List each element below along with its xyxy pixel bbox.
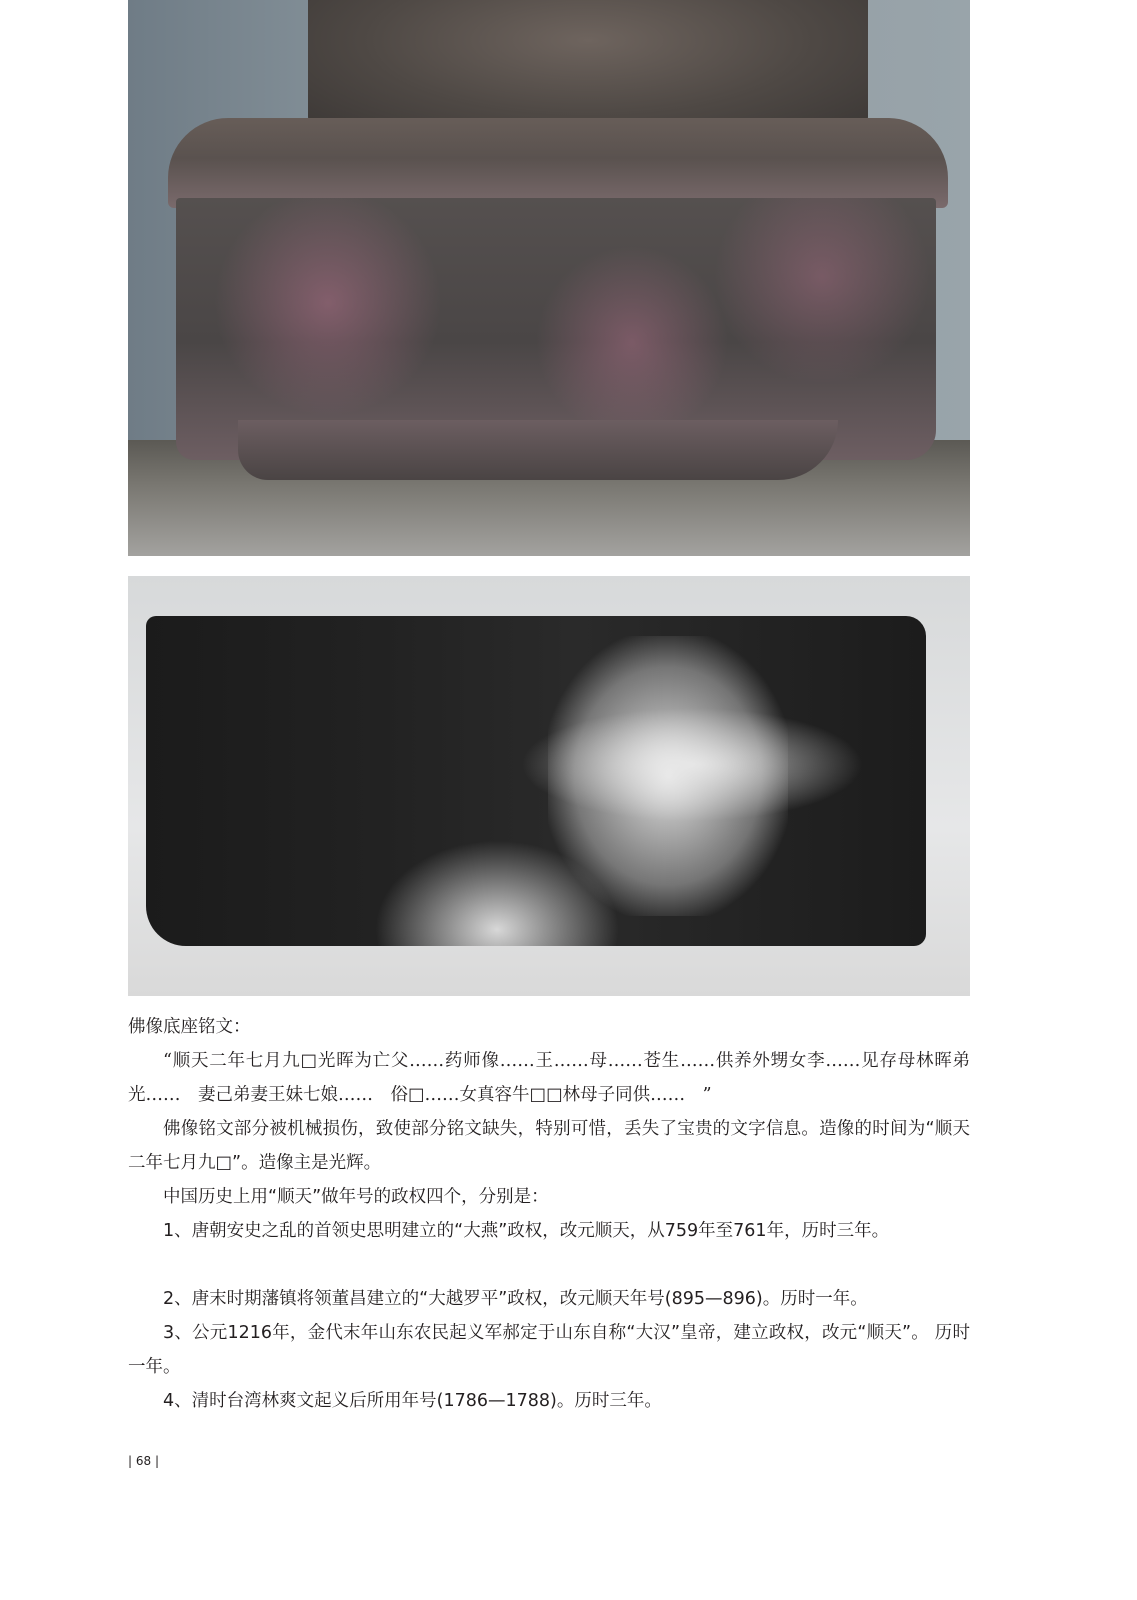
- paragraph-damage-note: 佛像铭文部分被机械损伤，致使部分铭文缺失，特别可惜，丢失了宝贵的文字信息。造像的时间为“顺天二年七月九□”。造像主是光辉。: [128, 1119, 970, 1173]
- pedestal-ledge: [168, 118, 948, 208]
- inscription-rubbing-image: [128, 576, 970, 996]
- rubbing-ink-area: [146, 616, 926, 946]
- inscription-caption: 佛像底座铭文：: [128, 1017, 251, 1037]
- statue-upper-body: [308, 0, 868, 135]
- inscription-transcription: “顺天二年七月九□光晖为亡父……药师像……王……母……苍生……供养外甥女李……见存母林晖弟光…… 妻己弟妻王妹七娘…… 俗□……女真容牛□□林母子同供…… ”: [128, 1051, 970, 1105]
- paragraph-shuntian-intro: 中国历史上用“顺天”做年号的政权四个，分别是：: [163, 1187, 549, 1207]
- page-number: | 68 |: [128, 1454, 159, 1468]
- rubbing-worn-area: [548, 636, 788, 916]
- pedestal-damaged-base: [238, 420, 838, 480]
- pedestal-photo: [128, 0, 970, 556]
- paragraph-item-3: 3、公元1216年，金代末年山东农民起义军郝定于山东自称“大汉”皇帝，建立政权，改元“顺天”。 历时一年。: [128, 1323, 970, 1377]
- paragraph-item-2: 2、唐末时期藩镇将领董昌建立的“大越罗平”政权，改元顺天年号(895—896)。历时一年。: [163, 1289, 868, 1309]
- paragraph-item-1: 1、唐朝安史之乱的首领史思明建立的“大燕”政权，改元顺天，从759年至761年，历时三年。: [163, 1221, 890, 1241]
- paragraph-item-4: 4、清时台湾林爽文起义后所用年号(1786—1788)。历时三年。: [163, 1391, 662, 1411]
